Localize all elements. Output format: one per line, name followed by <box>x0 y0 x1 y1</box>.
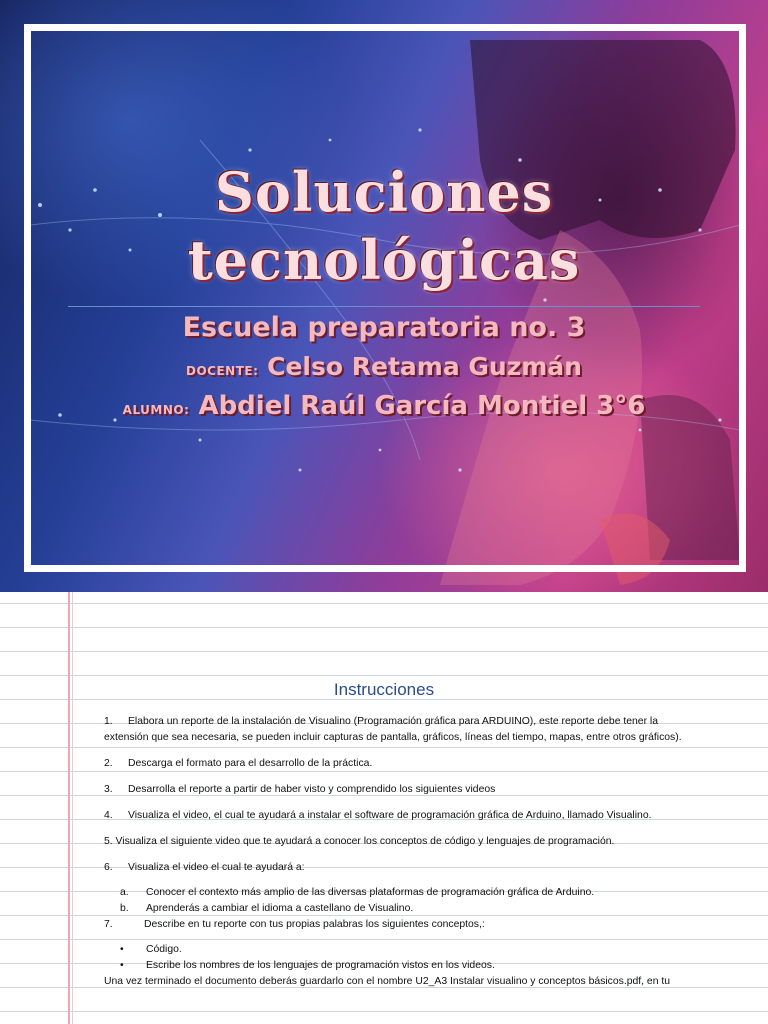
title-divider <box>68 306 700 307</box>
instruction-item-5 <box>104 834 684 850</box>
sub-item-a <box>104 885 684 901</box>
bullet-item-1 <box>104 942 684 958</box>
instructions-body <box>104 714 684 1000</box>
margin-line-secondary <box>72 592 73 1024</box>
cover-frame <box>24 24 746 572</box>
instruction-item-1 <box>104 714 684 746</box>
instruction-item-3 <box>104 782 684 798</box>
sub-item-mark: b. <box>120 903 129 914</box>
bullet-icon: • <box>120 960 124 971</box>
cover-title-line1: Soluciones <box>214 160 554 224</box>
bullet-text: Código. <box>146 944 182 955</box>
item-text: Visualiza el video, el cual te ayudará a instalar el software de programación gráfica de Arduino, llamado Visualino. <box>128 810 652 821</box>
instruction-item-6 <box>104 860 684 876</box>
student-label: ALUMNO: <box>122 403 190 417</box>
sub-item-text: Conocer el contexto más amplio de las diversas plataformas de programación gráfica de Arduino. <box>146 887 595 898</box>
instructions-heading: Instrucciones <box>333 680 435 699</box>
sub-item-b <box>104 901 684 917</box>
instructions-page <box>0 592 768 1024</box>
teacher-name: Celso Retama Guzmán <box>267 352 582 381</box>
item-number: 1. <box>104 716 113 727</box>
item-text: Desarrolla el reporte a partir de haber visto y comprendido los siguientes videos <box>128 784 496 795</box>
cover-title-line2: tecnológicas <box>187 228 581 292</box>
school-name: Escuela preparatoria no. 3 <box>182 312 586 343</box>
item-number: 7. <box>104 919 113 930</box>
item-text: 5. Visualiza el siguiente video que te ayudará a conocer los conceptos de código y lenguajes de programación. <box>104 836 615 847</box>
item-number: 6. <box>104 862 113 873</box>
instruction-item-4 <box>104 808 684 824</box>
item-number: 3. <box>104 784 113 795</box>
item-text: Elabora un reporte de la instalación de Visualino (Programación gráfica para ARDUINO), este reporte debe tener la extensión que sea necesaria, se pueden incluir capturas de pantalla, gráficos, líneas del tiempo, mapas, entre otros gráficos). <box>104 716 682 743</box>
teacher-label: DOCENTE: <box>186 364 259 378</box>
instruction-item-2 <box>104 756 684 772</box>
student-line <box>0 391 768 421</box>
sub-item-mark: a. <box>120 887 129 898</box>
margin-line <box>68 592 70 1024</box>
bullet-text: Escribe los nombres de los lenguajes de programación vistos en los videos. <box>146 960 495 971</box>
item-text: Describe en tu reporte con tus propias palabras los siguientes conceptos,: <box>144 919 485 930</box>
item-number: 4. <box>104 810 113 821</box>
closing-paragraph: Una vez terminado el documento deberás guardarlo con el nombre U2_A3 Instalar visualino y conceptos básicos.pdf, en tu <box>104 976 671 987</box>
item-text: Descarga el formato para el desarrollo de la práctica. <box>128 758 373 769</box>
instruction-item-7 <box>104 917 684 933</box>
item-text: Visualiza el video el cual te ayudará a: <box>128 862 305 873</box>
sub-item-text: Aprenderás a cambiar el idioma a castellano de Visualino. <box>146 903 414 914</box>
bullet-icon: • <box>120 944 124 955</box>
teacher-line <box>0 352 768 381</box>
bullet-item-2 <box>104 958 684 974</box>
item-number: 2. <box>104 758 113 769</box>
student-name: Abdiel Raúl García Montiel 3°6 <box>198 391 646 421</box>
